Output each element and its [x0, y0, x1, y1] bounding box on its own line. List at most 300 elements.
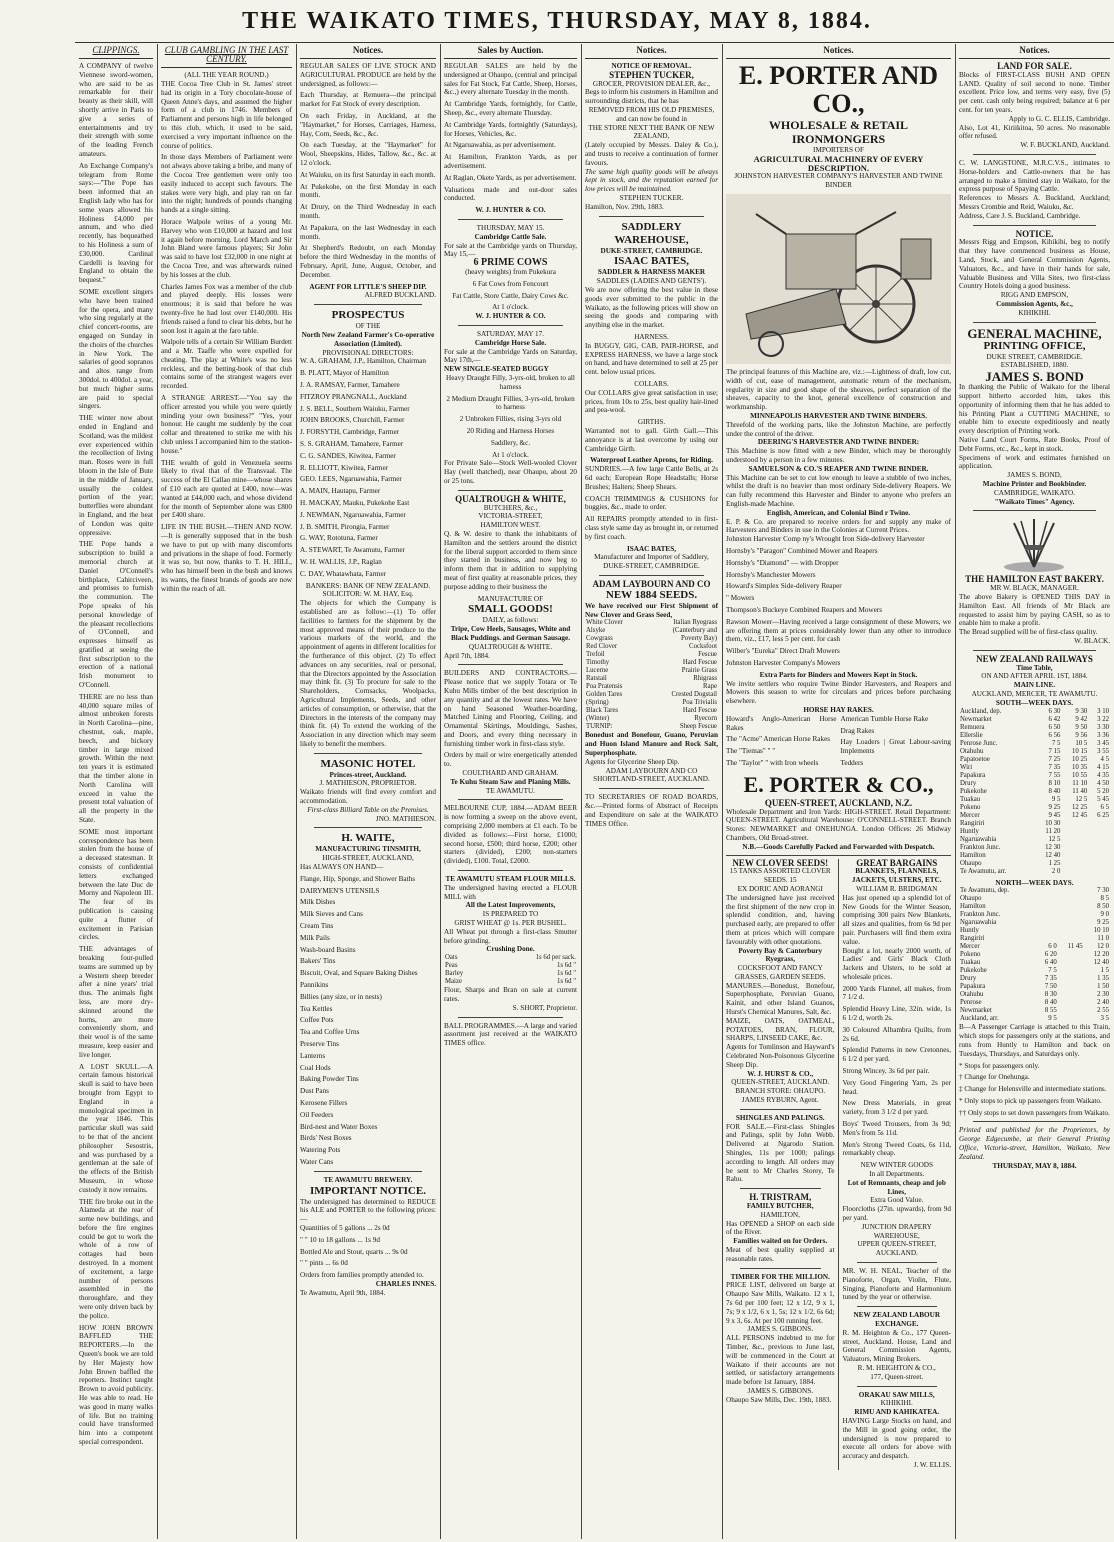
harvester-line: Thompson's Buckeye Combined Reapers and Mowers [726, 606, 882, 614]
table-cell: Poa Pratensis [586, 683, 623, 691]
rail-note: * Stops for passengers only. [959, 1061, 1040, 1070]
harvester-line: Wilber's "Eureka" Direct Draft Mowers [726, 647, 840, 656]
timetable-row [959, 852, 1110, 860]
table-cell: Drury [960, 779, 977, 787]
crushing-table [444, 954, 577, 986]
imprint-date: THURSDAY, MAY 8, 1884. [992, 1161, 1077, 1170]
harvester-line: Howard's Simplex Side-delivery Reaper [726, 582, 842, 591]
table-cell: Frankton Junc. [960, 911, 1001, 919]
product-line: Tea and Coffee Urns [300, 1028, 360, 1037]
table-cell: Poa Trivialis [682, 699, 717, 707]
bankers: BANKERS: BANK OF NEW ZEALAND. [305, 581, 431, 590]
table-cell [1088, 828, 1110, 836]
queen-street: QUEEN-STREET, AUCKLAND, N.Z. [764, 797, 913, 808]
manures: Bonedust and Bonefour, Guano, Peruvian and Huon Island Manure and Rock Salt, Superphosphate. [585, 731, 718, 757]
cow-line: (heavy weights) from Pukekura [465, 268, 556, 277]
harvester-line: Johnston Harvester Company's Mowers [726, 658, 841, 667]
hamilton: HAMILTON, [760, 1210, 800, 1219]
buggy-line: 2 Medium Draught Fillies, 3-yrs-old, broken to harness [446, 394, 575, 412]
sale-line: At Waiuku, on its first Saturday in each month. [300, 170, 436, 179]
porter-agricultural: AGRICULTURAL MACHINERY OF EVERY DESCRIPTION. [753, 153, 924, 173]
table-cell: 9 25 [1048, 803, 1061, 811]
rake-line: Howard's Anglo-American Horse Rakes [726, 714, 837, 732]
hay-rakes-right [841, 715, 952, 771]
table-cell: Cocksfoot [689, 643, 717, 651]
product-line: Milk Sieves and Cans [300, 910, 363, 919]
table-cell: Cowgrass [586, 635, 613, 643]
laybourn-street: SHORTLAND-STREET, AUCKLAND. [593, 775, 710, 784]
builders: BUILDERS AND CONTRACTORS.—Please notice that we supply Totara or Te Kuhu Mills timber of the best description in any quantity and at the lowest rates. We have on hand Seasoned Weather-boarding, Matched Lining and Flooring, Ceiling, and Ornamental Skirtings, Mouldings, Sashes, and Doors, and every thing necessary in furnishing timber work in first-class style. [444, 669, 577, 748]
bridgman-list [843, 947, 952, 1159]
divider [314, 1171, 422, 1172]
director-line: C. G. SANDES, Kiwitea, Farmer [300, 451, 396, 460]
nb: N.B.—Goods Carefully Packed and Forwarded with Despatch. [742, 842, 935, 851]
masthead [0, 0, 1114, 42]
table-cell [1061, 828, 1088, 836]
winter: NEW WINTER GOODS [860, 1161, 933, 1170]
table-cell [1061, 868, 1088, 876]
extra-parts: Extra Parts for Binders and Mowers Kept in Stock. [759, 670, 918, 679]
brewery-place: Te Awamutu, April 9th, 1884. [300, 1288, 386, 1297]
bond2-place: CAMBRIDGE, WAIKATO. [994, 488, 1075, 497]
general-machine: GENERAL MACHINE, [967, 325, 1102, 341]
cows-title: 6 PRIME COWS [473, 257, 548, 269]
private-sale: For Private Sale—Stock Well-wooled Clover Hay (well thatched), near Ohaupo, about 20 or 25 tons. [444, 459, 577, 485]
rake-line: The "Taylor" " with Iron wheels [726, 758, 819, 767]
table-cell [1058, 927, 1084, 935]
seed-row [585, 643, 718, 651]
table-cell [1061, 860, 1088, 868]
timetable-row [959, 959, 1110, 967]
auction-line: At Hamilton, Frankton Yards, as per advertisement. [444, 153, 577, 171]
divider [599, 575, 704, 576]
seed-row [585, 691, 718, 699]
divider [726, 855, 951, 856]
table-cell: Papakura [960, 771, 986, 779]
store-note: (Lately occupied by Messrs. Daley & Co.), and trusts to receive a continuation of former favours. [585, 141, 718, 167]
bond-text: In thanking the Public of Waikato for the liberal support hitherto accorded him, takes this opportunity of informing them that he has added to his Printing Plant a CUTTING MACHINE, to enable him to execute expeditiously and neatly every description of Printing work. [959, 383, 1110, 436]
porter-title-2: E. PORTER & CO., [743, 771, 934, 797]
divider [458, 490, 563, 491]
sale-line: At Drury, on the Third Wednesday in each month. [300, 203, 436, 221]
ball-programmes: BALL PROGRAMMES.—A large and varied assortment just received at the WAIKATO TIMES office. [444, 1021, 577, 1048]
table-cell: 8 55 [1044, 1007, 1057, 1015]
buggy-line: Heavy Draught Filly, 3-yrs-old, broken to all harness [446, 374, 575, 391]
table-cell [1088, 868, 1110, 876]
price-line: Bottled Ale and Stout, quarts ... 9s 0d [300, 1247, 408, 1256]
table-cell: Maize [445, 978, 462, 986]
table-cell: Hamilton [960, 903, 986, 911]
buggy-line: Saddlery, &c. [490, 438, 531, 447]
section-heading: Notices. [300, 44, 436, 59]
table-cell: Italian Ryegrass [673, 619, 717, 627]
table-cell [1037, 903, 1058, 911]
railway-notes [959, 1023, 1110, 1117]
timetable-row [959, 1015, 1110, 1023]
divider [973, 650, 1096, 651]
coach: COACH TRIMMINGS & CUSHIONS for buggies, &c., made to order. [585, 494, 718, 512]
article-body [161, 80, 292, 594]
bargain-line: Boys' Tweed Trousers, from 3s 9d; Men's from 5s 11d. [842, 1120, 951, 1137]
manu-list: Tripe, Cow Heels, Sausages, White and Black Puddings. and German Sausage. [450, 625, 571, 642]
table-cell: Pukekohe [960, 967, 987, 975]
divider [740, 1188, 821, 1189]
table-cell: 12 40 [1045, 851, 1061, 859]
waterproof: Waterproof Leather Aprons, for Riding. [590, 456, 713, 465]
table-cell: 12 5 [1075, 795, 1088, 803]
clover-text: The undersigned have just received the first shipment of the new crop in splendid condition, and, having purchased early, are prepared to offer them at prices which will compare favourably with other quotations. [726, 893, 835, 946]
timetable-row [959, 860, 1110, 868]
table-cell: Ellerslie [960, 731, 983, 739]
notice-title: NOTICE. [1015, 228, 1054, 239]
table-cell: Penrose [960, 999, 982, 1007]
cow-line: Fat Cattle, Store Cattle, Dairy Cows &c. [452, 291, 569, 300]
hay-rakes-left [726, 715, 837, 771]
railways-title: NEW ZEALAND RAILWAYS [976, 653, 1093, 664]
table-cell [1037, 935, 1058, 943]
girths-head: GIRTHS. [637, 418, 666, 427]
timetable-row [959, 836, 1110, 844]
table-cell: 1s 6d " [556, 978, 576, 986]
table-cell: 10 10 [1093, 927, 1109, 935]
product-line: Biscuit, Oval, and Square Baking Dishes [300, 969, 418, 978]
bargain-line: New Dress Materials, in great variety, from 3 1/2 d per yard. [842, 1099, 951, 1117]
timetable-row [959, 983, 1110, 991]
column-notices-3 [955, 44, 1114, 1539]
bakery-manager: MR W. BLACK, MANAGER. [990, 584, 1079, 593]
table-cell: 8 5 [1100, 895, 1109, 903]
signature: W. J. HUNTER & CO. [475, 206, 546, 215]
signature: STEPHEN TUCKER. [619, 194, 684, 203]
table-cell: Papatoetoe [960, 755, 990, 763]
clipping-paragraph: HOW JOHN BROWN BAFFLED THE REPORTERS.—In the Queen's book we are told by Her Majesty how John Brown baffled the reporters. Instinct taught Brown to avoid publicity. He was able to read. He was good in many walks of life. But no training could have transformed him into a competent special correspondent. [79, 1323, 153, 1447]
bond-name: JAMES S. BOND [985, 369, 1084, 385]
product-line: Has ALWAYS ON HAND— [300, 863, 384, 872]
prospectus-title: PROSPECTUS [331, 309, 405, 322]
director-line: R. ELLIOTT, Kiwitea, Farmer [300, 463, 389, 472]
article-heading: CLUB GAMBLING IN THE LAST CENTURY. [161, 44, 292, 68]
table-cell: (Winter) [586, 715, 610, 723]
table-cell [1058, 895, 1084, 903]
manu-title: MANUFACTURE OF [477, 594, 544, 603]
table-cell: 4 15 [1097, 763, 1109, 771]
table-cell: Peas [445, 962, 458, 970]
sale-date: SATURDAY, MAY 17. [477, 330, 544, 339]
langstone-ref: References to Messrs A. Buckland, Auckland; Messrs Crombie and Reid, Waiuku, &c. [959, 194, 1110, 212]
divider [458, 219, 563, 220]
table-cell: Poverty Bay) [680, 635, 717, 643]
imprint: Printed and published for the Proprietors, by George Edgecumbe, at their General Printing Office, Victoria-street, Hamilton, Waikato, New Zealand. [959, 1126, 1110, 1161]
product-line: Milk Dishes [300, 898, 336, 907]
signature: COULTHARD AND GRAHAM. [462, 769, 559, 778]
bargain-line: 2000 Yards Flannel, all makes, from 7 1/2 d. [842, 984, 951, 1002]
repairs: All REPAIRS promptly attended to in first-class style same day as brought in, or returned by first coach. [585, 515, 718, 541]
table-cell: 10 15 [1072, 747, 1088, 755]
bates-name: ISAAC BATES, [614, 255, 689, 268]
table-cell: 12 30 [1045, 843, 1061, 851]
agent-line: AGENT FOR LITTLE'S SHEEP DIP. [309, 282, 427, 291]
table-cell [1037, 919, 1058, 927]
table-cell: 3 22 [1097, 715, 1109, 723]
sale-time: At 1 o'clock. [492, 303, 529, 312]
buggy-line: 2 Unbroken Fillies, rising 3-yrs old [459, 415, 562, 424]
price-line: Quantities of 5 gallons ... 2s 0d [300, 1223, 390, 1232]
table-cell: Black Tares [586, 707, 619, 715]
table-cell: 3 55 [1097, 747, 1109, 755]
rail-note: †† Only stops to set down passengers from Waikato. [959, 1108, 1110, 1117]
timetable-row [959, 756, 1110, 764]
table-cell [1058, 903, 1084, 911]
tucker-sub: GROCER, PROVISION DEALER, &c., [592, 79, 711, 88]
table-cell: Lucerne [586, 667, 609, 675]
director-line: J. NEWMAN, Ngaruawahia, Farmer [300, 510, 406, 519]
director-line: W. H. WALLIS, J.P., Raglan [300, 557, 382, 566]
table-cell: Otahuhu [960, 991, 984, 999]
girths-text: Warranted not to gall. Girth Gall.—This annoyance is at last overcome by using our Cambridge Girth. [585, 426, 718, 453]
article-paragraph: In those days Members of Parliament were not always above taking a bribe, and many of the Cocoa Tree gentlemen were only too easily induced to accept such favours. The stakes were very high, and play ran on far into the night; hundreds of pounds changing hands at a single sitting. [161, 153, 292, 215]
orakau: ORAKAU SAW MILLS, [858, 1390, 935, 1399]
table-cell [1037, 911, 1058, 919]
table-cell: 7 5 [1048, 967, 1057, 975]
bargain-line: Very Good Fingering Yarn, 2s per head. [842, 1078, 951, 1096]
table-cell: Newmarket [960, 1007, 992, 1015]
saddlery-street: DUKE-STREET, CAMBRIDGE. [600, 246, 703, 255]
table-cell: Barley [445, 970, 464, 978]
neal: MR. W. H. NEAL, Teacher of the Pianoforte, Organ, Violin, Flute, Singing, Pianoforte and Harmonium tuned by the year or otherwise. [842, 1267, 951, 1302]
flour-sale: Flour, Sharps and Bran on sale at current rates. [444, 986, 577, 1004]
table-cell: Auckland, dep. [960, 707, 1002, 715]
porter-sub: WHOLESALE & RETAIL IRONMONGERS [768, 118, 909, 147]
harvesters-list [726, 535, 951, 668]
harness-text: In BUGGY, GIG, CAB, PAIR-HORSE, and EXPRESS HARNESS, we have a large stock on hand, and have determined to sell at 25 per cent. below usual prices. [585, 341, 718, 377]
masonic-billiard: First-class Billiard Table on the Premises. [307, 805, 429, 814]
wholesale: Wholesale Department and Iron Yards: HIGH-STREET. Retail Department: QUEEN-STREET. Agricultural Warehouse: O'CONNELL-STREET. Branch Stores: NEWMARKET and ONEHUNGA. London Offices: 26 Midway Chambers, Old Broad-street. [726, 807, 951, 842]
article-paragraph: THE wealth of gold in Venezuela seems likely to rival that of the Transvaal. The success of the El Callao mine—whose shares of £10 each are quoted at £400, now—was wanted at £44,000 each, and whose dividend for the month of September alone was £800 per £400 share. [161, 458, 292, 520]
native-forms: Native Land Court Forms, Rate Books, Proof of Debt Forms, etc., &c., kept in stock. [959, 435, 1110, 453]
timetable-row [959, 1007, 1110, 1015]
divider [458, 664, 563, 665]
timetable-row [959, 895, 1110, 903]
table-cell: 6 5 [1100, 803, 1109, 811]
table-cell: Oats [445, 954, 458, 962]
flourmill-text: The undersigned having erected a FLOUR MILL with [444, 883, 577, 901]
table-cell: Timothy [586, 659, 610, 667]
flourmill-smutter: All Wheat put through a first-class Smutter before grinding. [444, 927, 577, 945]
route: AUCKLAND, MERCER, TE AWAMUTU. [971, 689, 1098, 698]
sale-title: Cambridge Cattle Sale. [474, 232, 547, 241]
sale-line: On each Tuesday, at the "Haymarket" for Wool, Sheepskins, Hides, Tallow, &c., &c. at 12 o'clock. [300, 141, 436, 168]
divider [458, 799, 563, 800]
director-line: J. S. BELL, Southern Waiuku, Farmer [300, 404, 410, 413]
table-cell: 1 25 [1048, 859, 1061, 867]
waite-title: H. WAITE, [341, 832, 395, 845]
bargain-line: 30 Coloured Albambra Quilts, from 2s 6d. [842, 1025, 951, 1043]
qw-sub: BUTCHERS, &c., [483, 503, 538, 512]
director-line: S. S. GRAHAM, Tamahere, Farmer [300, 439, 404, 448]
clipping-paragraph: SOME most important correspondence has been stolen from the house of a deceased statesman. It consists of confidential letters exchanged between the late Duc de Morny and Napoleon III. The fear of its publication is causing quite a flutter of excitement in Parisian circles. [79, 827, 153, 942]
table-cell: TURNIP: [586, 723, 613, 731]
sale-time: At 1 o'clock. [492, 450, 529, 459]
table-cell [1058, 887, 1084, 895]
family-butcher: FAMILY BUTCHER, [746, 1202, 814, 1211]
crushing-row [444, 954, 577, 962]
table-cell [1058, 975, 1084, 983]
bargain-line: Men's Strong Tweed Coats, 6s 11d, remarkably cheap. [842, 1140, 951, 1158]
prospectus-sub: OF THE [355, 322, 381, 331]
table-cell: 12 25 [1072, 803, 1088, 811]
table-cell: Auckland, arr. [960, 1015, 999, 1023]
timetable-row [959, 748, 1110, 756]
director-line: J. A. RAMSAY, Farmer, Tamahere [300, 381, 400, 389]
clipping-paragraph: An Exchange Company's telegram from Rome says:—"The Pope has been informed that an English lady who has for some years allowed his Holiness £4,000 per annum, and who died recently, has bequeathed to his Holiness a sum of £30,000. Cardinal Cardelli is leaving for England to obtain the bequest." [79, 161, 153, 285]
seed-row [585, 635, 718, 643]
table-cell: 10 35 [1072, 763, 1088, 771]
timetable-row [959, 943, 1110, 951]
table-cell [1088, 860, 1110, 868]
harvester-line: Rawson Mower—Having received a large consignment of these Mowers, we are offering them at prices considerably lower than any other to introduce them, viz., £17, less 5 per cent. for cash [726, 617, 951, 644]
signature: CHARLES INNES. [375, 1279, 436, 1288]
table-cell: Rape [703, 683, 717, 691]
divider [740, 1109, 821, 1110]
table-cell [1088, 836, 1110, 844]
timetable-row [959, 732, 1110, 740]
table-cell: Prairie Grass [681, 667, 717, 675]
junction: JUNCTION DRAPERY WAREHOUSE, [861, 1222, 932, 1240]
times-agency: "Waikato Times" Agency. [994, 497, 1075, 506]
table-cell: 10 5 [1075, 739, 1088, 747]
rake-line: The "Tiemas" " " [726, 747, 776, 756]
signature: W. J. HUNTER & CO. [475, 312, 546, 321]
rake-line: Hay Loaders | Great Labour-saving Implements [840, 738, 951, 756]
column-club-gambling [157, 44, 296, 1539]
clipping-paragraph: SOME excellent singers who have been trained for the opera, and many who sing regularly at the chief concert-rooms, are engaged on Sunday in the choirs of the churches in New York. The salaries of good sopranos and altos range from 300dol. to 400dol. a year, but much higher sums are paid to special singers. [79, 288, 153, 411]
sale-line: At Papakura, on the last Wednesday in each month. [300, 223, 436, 241]
divider [599, 788, 704, 789]
rail-note: † Change for Onehunga. [959, 1073, 1030, 1082]
main-line: MAIN LINE. [1013, 681, 1056, 690]
table-cell: 9 0 [1100, 911, 1109, 919]
having: HAVING Large Stocks on hand, and the Mill in good going order, the undersigned is now prepared to execute all orders for above with accuracy and despatch. [842, 1416, 951, 1461]
melbourne-cup: MELBOURNE CUP, 1884.—ADAM BEER is now forming a sweep on the above event, comprising 2,000 members at £1 each. To be divided as follows:—First horse, £1000; second horse, £500; third horse, £200; other starters (divided), £200; non-starters (divided), £100. Total, £2000. [444, 804, 577, 866]
table-cell: White Clover [586, 619, 623, 627]
solicitor: SOLICITOR: W. M. HAY, Esq. [322, 590, 414, 599]
seed-row [585, 619, 718, 627]
product-line: Water Cans [300, 1157, 334, 1166]
table-cell: 12 5 [1048, 835, 1061, 843]
table-cell: Frankton Junc. [960, 843, 1001, 851]
table-cell: 2 0 [1051, 867, 1061, 875]
quality-note: The same high quality goods will be always kept in stock, and the reputation earned for low prices will be maintained. [585, 167, 718, 194]
table-cell: 11 0 [1097, 935, 1109, 943]
timetable-row [959, 740, 1110, 748]
masonic-address: Princes-street, Auckland. [329, 770, 407, 779]
table-cell: Ngaruawahia [960, 919, 997, 927]
table-cell: 6 40 [1044, 959, 1057, 967]
maize: MAIZE, OATS, OATMEAL, POTATOES, BRAN, FLOUR, SHARPS, LINSEED CAKE, &c. [726, 1016, 835, 1043]
secretaries: TO SECRETARIES OF ROAD BOARDS, &c.—Printed forms of Abstract of Receipts and Expenditure on sale at the WAIKATO TIMES Office. [585, 793, 718, 828]
principal-features: The principal features of this Machine are, viz.:—Lightness of draft, low cut, width of cut, ease of management, automatic return of the mechanism, regularity in size and good shape of the sheaves, perfect separation of the sheaves, capacity to the knot, general excellence of construction and workmanship. [726, 368, 951, 412]
cows-list [444, 268, 577, 300]
wheat-sheaf-icon [959, 515, 1109, 575]
minneapolis-title: MINNEAPOLIS HARVESTER AND TWINE BINDERS. [750, 412, 927, 421]
table-cell [1058, 919, 1084, 927]
table-cell: Rhigrass [693, 675, 717, 683]
column-notices-1 [296, 44, 440, 1539]
director-line: J. FORSYTH, Cambridge, Farmer [300, 428, 400, 437]
auction-line: At Ngaruawahia, as per advertisement. [444, 141, 556, 150]
winter-sub: In all Departments. [869, 1170, 925, 1179]
lower-right [843, 859, 952, 1470]
meat: Meat of best quality supplied at reasonable rates. [726, 1246, 835, 1263]
table-cell: 6 30 [1048, 707, 1061, 715]
table-cell: 8 10 [1048, 779, 1061, 787]
table-cell: Papakura [960, 983, 986, 991]
bond2-sub: Machine Printer and Bookbinder. [982, 479, 1087, 488]
table-cell: Hamilton [960, 851, 986, 859]
deering-title: DEERING'S HARVESTER AND TWINE BINDER: [757, 438, 920, 447]
clipping-paragraph: A LOST SKULL.—A certain famous historical skull is said to have been brought from Egypt to England in a monological specimen in the year 1846. This particular skull was said to be that of the ancient philosopher Sesostris, and was purchased by a gentleman at the sale of the effects of the British Museum, in whose custody it now remains. [79, 1062, 153, 1194]
table-cell: 9 50 [1075, 723, 1088, 731]
product-line: Lanterns [300, 1051, 326, 1060]
product-line: Watering Pots [300, 1146, 341, 1155]
table-cell [1058, 959, 1084, 967]
table-cell: 10 30 [1045, 819, 1061, 827]
director-line: GEO. LEES, Ngaruawahia, Farmer [300, 475, 402, 484]
divider [857, 1262, 938, 1263]
auction-line: Valuations made and out-door sales conducted. [444, 185, 577, 203]
brewery-prices [300, 1224, 436, 1268]
timetable-row [959, 868, 1110, 876]
labour-title: NEW ZEALAND LABOUR EXCHANGE. [853, 1311, 941, 1328]
divider [314, 304, 422, 305]
specimens: Specimens of work and estimates furnished on application. [959, 453, 1110, 471]
table-cell: 7 30 [1097, 887, 1109, 895]
buggy-line: 20 Riding and Harness Horses [466, 426, 555, 435]
table-cell: Pokeno [960, 951, 981, 959]
price-line: " " 10 to 18 gallons ... 1s 9d [300, 1235, 380, 1244]
printing-office: PRINTING OFFICE, [983, 339, 1086, 352]
timetable-row [959, 772, 1110, 780]
table-cell: 1s 6d " [556, 970, 576, 978]
sale-line: At Shepherd's Redoubt, on each Monday before the third Wednesday in the months of February, April, June, August, October, and December. [300, 244, 436, 279]
hurst-street: QUEEN-STREET, AUCKLAND. [731, 1078, 830, 1087]
product-line: Coffee Pots [300, 1016, 334, 1025]
table-cell: 10 55 [1072, 771, 1088, 779]
seed-row [585, 707, 718, 715]
table-cell: 1 5 [1100, 967, 1109, 975]
directors-list [300, 357, 436, 578]
product-line: Preserve Tins [300, 1040, 339, 1049]
table-cell: 9 56 [1075, 731, 1088, 739]
harvester-illustration [726, 194, 951, 364]
divider [599, 216, 704, 217]
director-line: J. B. SMITH, Pirongia, Farmer [300, 522, 390, 531]
product-line: Baking Powder Tins [300, 1075, 359, 1084]
table-cell: 8 30 [1044, 991, 1057, 999]
timetable-row [959, 919, 1110, 927]
floorcloths: Floorcloths (27in. upwards), from 9d per yard. [842, 1205, 951, 1223]
bridgman: WILLIAM R. BRIDGMAN [856, 884, 938, 893]
director-line: G. WAY, Rototuna, Farmer [300, 534, 378, 543]
clipping-paragraph: THE winter now about ended in England and Scotland, was the mildest ever experienced within the recollection of living man. Roses were in full bloom in the Isle of Bute in the middle of January, usually the coldest portion of the year; butterflies were abundant in England, and the heat of London was quite oppressive. [79, 414, 153, 537]
product-line: Wash-board Basins [300, 945, 356, 954]
manu-date: April 7th, 1884. [444, 651, 490, 660]
table-cell: 5 20 [1097, 787, 1109, 795]
divider [973, 154, 1096, 155]
labour-text: R. M. Heighton & Co., 177 Queen-street, Auckland. House, Land and General Commission Agents, Valuators, Mining Brokers. [842, 1328, 951, 1364]
tucker-name: STEPHEN TUCKER, [609, 69, 694, 80]
table-cell: 7 50 [1044, 983, 1057, 991]
